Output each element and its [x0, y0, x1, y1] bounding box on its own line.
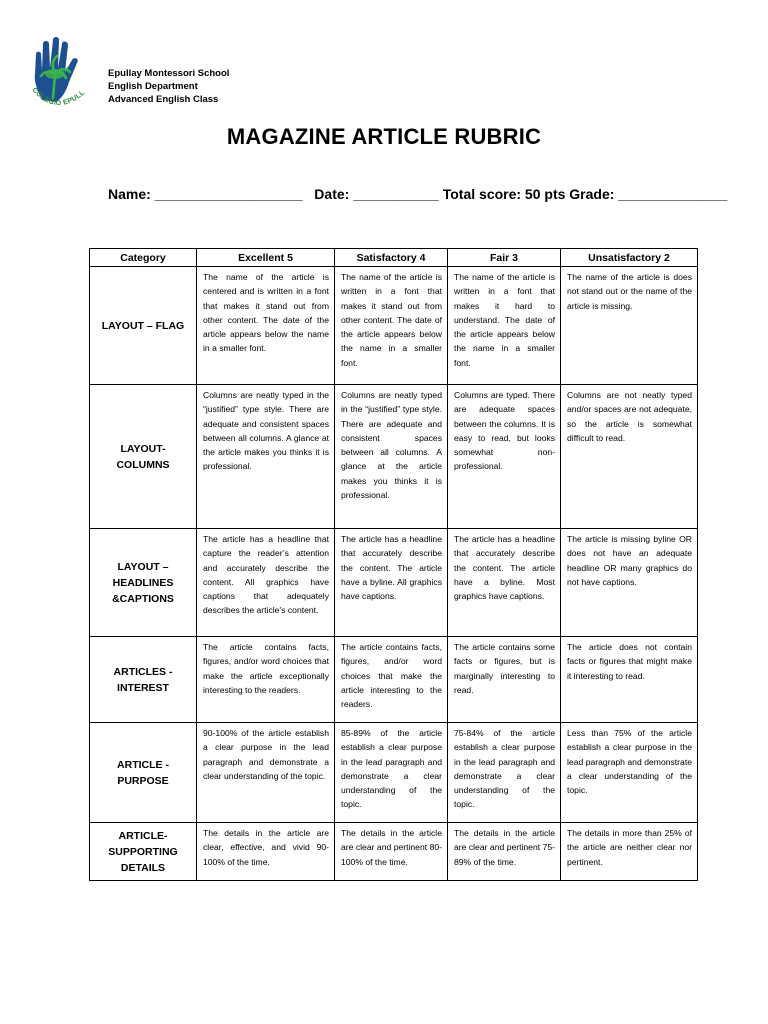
- criteria-cell: The article is missing byline OR does not have an adequate headline OR many graphics do not have captions.: [561, 529, 698, 637]
- school-info: [108, 67, 229, 106]
- criteria-cell: The details in more than 25% of the article are neither clear nor pertinent.: [561, 823, 698, 881]
- criteria-cell: 75-84% of the article establish a clear purpose in the lead paragraph and demonstrate a clear understanding of the topic.: [448, 723, 561, 823]
- rubric-row-layout-headlines: [90, 529, 698, 637]
- category-cell: ARTICLE - PURPOSE: [90, 723, 197, 823]
- class-name: Advanced English Class: [108, 94, 219, 105]
- rubric-row-article-details: [90, 823, 698, 881]
- header-category: Category: [90, 249, 197, 267]
- logo-text: COLEGIO EPULL: [30, 86, 87, 108]
- student-fields: [108, 186, 727, 202]
- criteria-cell: The article does not contain facts or figures that might make it interesting to read.: [561, 637, 698, 723]
- criteria-cell: The name of the article is does not stand out or the name of the article is missing.: [561, 267, 698, 385]
- school-name: Epullay Montessori School: [108, 68, 230, 79]
- rubric-row-articles-interest: [90, 637, 698, 723]
- criteria-cell: The article contains facts, figures, and/or word choices that make the article interesting to the readers.: [335, 637, 448, 723]
- category-cell: LAYOUT – HEADLINES &CAPTIONS: [90, 529, 197, 637]
- criteria-cell: 90-100% of the article establish a clear purpose in the lead paragraph and demonstrate a clear understanding of the topic.: [197, 723, 335, 823]
- school-logo: [26, 34, 96, 112]
- rubric-row-layout-columns: [90, 385, 698, 529]
- criteria-cell: 85-89% of the article establish a clear purpose in the lead paragraph and demonstrate a clear understanding of the topic.: [335, 723, 448, 823]
- criteria-cell: The name of the article is centered and is written in a font that makes it stand out from other content. The date of the article appears below the name in a smaller font.: [197, 267, 335, 385]
- criteria-cell: Columns are neatly typed in the “justified” type style. There are adequate and consistent spaces between all columns. A glance at the article makes you thinks it is professional.: [197, 385, 335, 529]
- header-satisfactory: Satisfactory 4: [335, 249, 448, 267]
- criteria-cell: The name of the article is written in a font that makes it stand out from other content. The date of the article appears below the name in a smaller font.: [335, 267, 448, 385]
- rubric-table: [89, 248, 698, 881]
- criteria-cell: The article has a headline that accurately describe the content. The article have a byline. Most graphics have captions.: [448, 529, 561, 637]
- rubric-header-row: [90, 249, 698, 267]
- category-cell: LAYOUT – FLAG: [90, 267, 197, 385]
- rubric-row-article-purpose: [90, 723, 698, 823]
- header-unsatisfactory: Unsatisfactory 2: [561, 249, 698, 267]
- department-name: English Department: [108, 81, 198, 92]
- criteria-cell: Less than 75% of the article establish a clear purpose in the lead paragraph and demonstrate a clear understanding of the topic.: [561, 723, 698, 823]
- criteria-cell: Columns are typed. There are adequate spaces between the columns. It is easy to read, but looks somewhat non-professional.: [448, 385, 561, 529]
- criteria-cell: The article contains some facts or figures, but is marginally interesting to read.: [448, 637, 561, 723]
- category-cell: ARTICLE- SUPPORTING DETAILS: [90, 823, 197, 881]
- criteria-cell: The details in the article are clear, effective, and vivid 90-100% of the time.: [197, 823, 335, 881]
- criteria-cell: Columns are not neatly typed and/or spaces are not adequate, so the article is somewhat difficult to read.: [561, 385, 698, 529]
- category-cell: ARTICLES - INTEREST: [90, 637, 197, 723]
- header-fair: Fair 3: [448, 249, 561, 267]
- criteria-cell: Columns are neatly typed in the “justified” type style. There are adequate and consistent spaces between all columns. A glance at the article makes you thinks it is professional.: [335, 385, 448, 529]
- header-excellent: Excellent 5: [197, 249, 335, 267]
- total-score-field: Total score: 50 pts: [442, 186, 566, 202]
- criteria-cell: The details in the article are clear and pertinent 75-89% of the time.: [448, 823, 561, 881]
- date-field: Date: ___________: [314, 186, 439, 202]
- category-cell: LAYOUT- COLUMNS: [90, 385, 197, 529]
- school-logo-icon: [26, 34, 96, 112]
- criteria-cell: The article has a headline that accurately describe the content. The article have a byline. All graphics have captions.: [335, 529, 448, 637]
- rubric-row-layout-flag: [90, 267, 698, 385]
- criteria-cell: The article has a headline that capture the reader’s attention and accurately describe the content. All graphics have captions that adequately describes the article’s content.: [197, 529, 335, 637]
- criteria-cell: The name of the article is written in a font that makes it hard to understand. The date of the article appears below the name in a smaller font.: [448, 267, 561, 385]
- criteria-cell: The details in the article are clear and pertinent 80-100% of the time.: [335, 823, 448, 881]
- page-title: MAGAZINE ARTICLE RUBRIC: [226, 124, 542, 149]
- name-field: Name: ___________________: [108, 186, 303, 202]
- criteria-cell: The article contains facts, figures, and/or word choices that make the article exceptionally interesting to the readers.: [197, 637, 335, 723]
- grade-field: Grade: ______________: [569, 186, 728, 202]
